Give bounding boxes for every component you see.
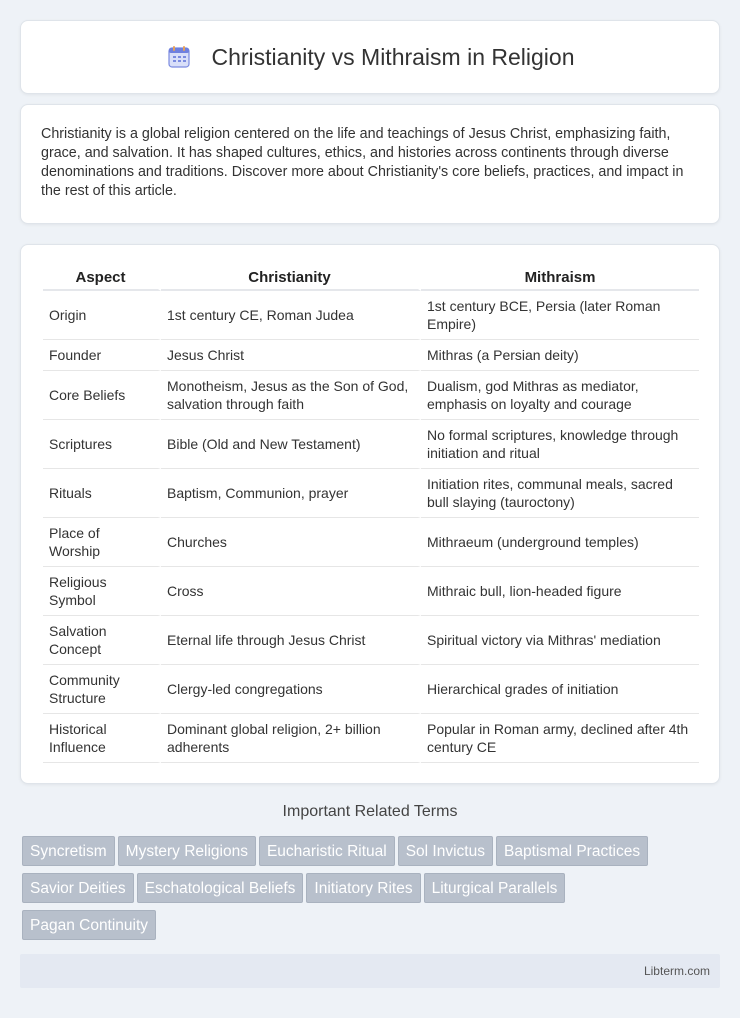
table-cell: No formal scriptures, knowledge through initiation and ritual — [421, 420, 699, 469]
intro-card — [20, 104, 720, 224]
term-tag-baptismal-practices[interactable]: Baptismal Practices — [496, 836, 648, 866]
related-terms-title: Important Related Terms — [282, 803, 458, 820]
table-cell: Popular in Roman army, declined after 4th century CE — [421, 714, 699, 763]
table-cell: Core Beliefs — [43, 371, 161, 420]
table-cell: Monotheism, Jesus as the Son of God, salvation through faith — [161, 371, 421, 420]
column-header-aspect: Aspect — [43, 265, 161, 291]
table-cell: 1st century BCE, Persia (later Roman Empire) — [421, 291, 699, 340]
table-cell: Dualism, god Mithras as mediator, emphasis on loyalty and courage — [421, 371, 699, 420]
table-cell: Churches — [161, 518, 421, 567]
table-header-row — [43, 265, 699, 291]
table-row — [43, 616, 699, 665]
table-cell: Initiation rites, communal meals, sacred bull slaying (tauroctony) — [421, 469, 699, 518]
header-card — [20, 20, 720, 94]
table-cell: Origin — [43, 291, 161, 340]
table-cell: Salvation Concept — [43, 616, 161, 665]
table-cell: Mithraic bull, lion-headed figure — [421, 567, 699, 616]
table-cell: Mithras (a Persian deity) — [421, 340, 699, 371]
term-tag-pagan-continuity[interactable]: Pagan Continuity — [22, 910, 156, 940]
term-tag-sol-invictus[interactable]: Sol Invictus — [398, 836, 493, 866]
intro-text: Christianity is a global religion centered on the life and teachings of Jesus Christ, emphasizing faith, grace, and salvation. It has shaped cultures, ethics, and histories across continents through diverse denominations and traditions. Discover more about Christianity's core beliefs, practices, and impact in the rest of this article. — [41, 126, 684, 199]
term-tag-eschatological-beliefs[interactable]: Eschatological Beliefs — [137, 873, 304, 903]
table-cell: Jesus Christ — [161, 340, 421, 371]
table-row — [43, 567, 699, 616]
table-cell: Founder — [43, 340, 161, 371]
table-cell: Hierarchical grades of initiation — [421, 665, 699, 714]
footer — [20, 954, 720, 988]
table-row — [43, 518, 699, 567]
table-cell: Cross — [161, 567, 421, 616]
table-row — [43, 291, 699, 340]
page-title: Christianity vs Mithraism in Religion — [211, 43, 575, 70]
column-header-christianity: Christianity — [161, 265, 421, 291]
table-cell: Historical Influence — [43, 714, 161, 763]
table-cell: Baptism, Communion, prayer — [161, 469, 421, 518]
table-cell: Clergy-led congregations — [161, 665, 421, 714]
footer-site-link[interactable]: Libterm.com — [643, 964, 710, 978]
table-cell: Eternal life through Jesus Christ — [161, 616, 421, 665]
table-row — [43, 371, 699, 420]
table-row — [43, 340, 699, 371]
table-cell: Community Structure — [43, 665, 161, 714]
table-cell: Dominant global religion, 2+ billion adherents — [161, 714, 421, 763]
table-cell: Mithraeum (underground temples) — [421, 518, 699, 567]
term-tag-savior-deities[interactable]: Savior Deities — [22, 873, 134, 903]
term-tag-initiatory-rites[interactable]: Initiatory Rites — [306, 873, 420, 903]
term-tag-eucharistic-ritual[interactable]: Eucharistic Ritual — [259, 836, 395, 866]
calendar-icon — [166, 44, 192, 70]
column-header-mithraism: Mithraism — [421, 265, 699, 291]
table-row — [43, 665, 699, 714]
term-tag-mystery-religions[interactable]: Mystery Religions — [118, 836, 256, 866]
term-tag-syncretism[interactable]: Syncretism — [22, 836, 115, 866]
table-cell: Rituals — [43, 469, 161, 518]
comparison-table — [43, 265, 699, 763]
table-cell: Bible (Old and New Testament) — [161, 420, 421, 469]
table-row — [43, 714, 699, 763]
table-cell: 1st century CE, Roman Judea — [161, 291, 421, 340]
table-cell: Place of Worship — [43, 518, 161, 567]
comparison-table-card — [20, 244, 720, 784]
table-row — [43, 420, 699, 469]
table-cell: Religious Symbol — [43, 567, 161, 616]
table-cell: Scriptures — [43, 420, 161, 469]
table-row — [43, 469, 699, 518]
term-tag-liturgical-parallels[interactable]: Liturgical Parallels — [424, 873, 566, 903]
related-terms-list — [22, 836, 722, 947]
table-cell: Spiritual victory via Mithras' mediation — [421, 616, 699, 665]
